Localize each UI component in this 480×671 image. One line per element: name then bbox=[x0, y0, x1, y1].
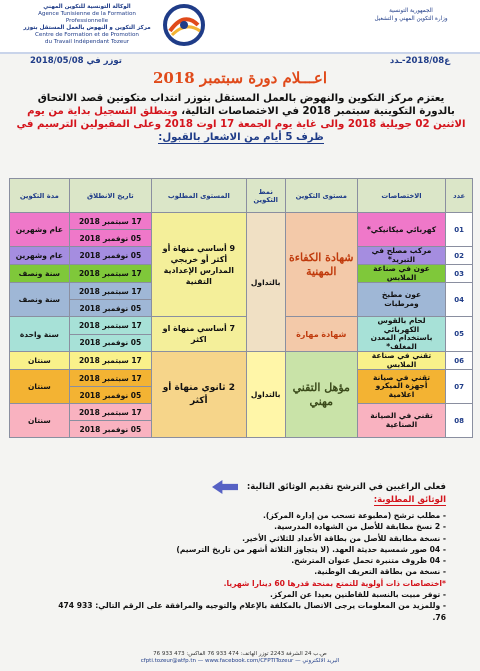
row-spec bbox=[357, 265, 445, 283]
row-spec bbox=[357, 213, 445, 247]
col-header-required: المستوى المطلوب bbox=[152, 179, 247, 213]
row-duration: سنتان bbox=[10, 404, 70, 438]
col-header-num: عدد bbox=[446, 179, 473, 213]
col-header-start: تاريخ الانطلاق bbox=[69, 179, 151, 213]
mode-alternance-a: بالتداول bbox=[246, 213, 285, 352]
row-date: 17 سبتمبر 2018 bbox=[69, 370, 151, 387]
intro-line-2a: بالدورة التكوينية سبتمبر 2018 في الاختصاصات التالية، bbox=[177, 106, 455, 117]
row-date: 17 سبتمبر 2018 bbox=[69, 404, 151, 421]
contact-links[interactable]: cfpti.tozeur@atfp.tn — www.facebook.com/CFPTITozeur — البريد الالكتروني bbox=[140, 658, 340, 664]
footer-address bbox=[0, 651, 480, 665]
list-item: - توفر مبيت بالنسبة للقاطنين بعيدا عن المركز. bbox=[46, 589, 446, 600]
specialties-table bbox=[9, 178, 473, 438]
list-item: - 04 ظروف متنبرة تحمل عنوان المترشح. bbox=[46, 555, 446, 566]
row-spec-text: تقني في صيانة أجهزة الميكرو اعلامية bbox=[372, 372, 431, 399]
intro-line-2b: وينطلق التسجيل بداية من يوم bbox=[27, 106, 178, 117]
row-date: 17 سبتمبر 2018 bbox=[69, 317, 151, 335]
intro-line-1: يعتزم مركز التكوين والنهوض بالعمل المستقل بتوزر انتداب متكونين قصد الالتحاق bbox=[37, 93, 445, 104]
row-spec bbox=[357, 283, 445, 317]
col-header-mode: نمط التكوين bbox=[246, 179, 285, 213]
level-skill: شهادة مهارة bbox=[285, 317, 357, 352]
docs-list bbox=[46, 510, 446, 623]
date-line: توزر في 2018/05/08 bbox=[30, 56, 122, 66]
row-duration: عام وشهرين bbox=[10, 213, 70, 247]
required-level-a: 9 أساسي منهاة أو أكثر أو خريجي المدارس الإعدادية التقنية bbox=[152, 213, 247, 317]
row-spec bbox=[357, 247, 445, 265]
list-item: - نسخة من بطاقة التعريف الوطنية. bbox=[46, 566, 446, 577]
intro-paragraph bbox=[16, 92, 466, 144]
col-header-level: مستوى التكوين bbox=[285, 179, 357, 213]
intro-line-2 bbox=[16, 105, 466, 118]
row-date: 17 سبتمبر 2018 bbox=[69, 283, 151, 300]
docs-title: الوثائق المطلوبة: bbox=[373, 495, 446, 505]
org-left-fr3: Centre de Formation et de Promotion bbox=[35, 32, 139, 38]
mode-alternance-b: بالتداول bbox=[246, 352, 285, 438]
row-num: 07 bbox=[446, 370, 473, 404]
row-spec bbox=[357, 404, 445, 438]
row-num: 01 bbox=[446, 213, 473, 247]
org-left bbox=[12, 4, 162, 46]
row-duration: عام وشهرين bbox=[10, 247, 70, 265]
list-item: *اختصاصات ذات أولوية للتمتع بمنحة قدرها 60 دينارا شهريا. bbox=[223, 578, 446, 588]
row-date: 05 نوفمبر 2018 bbox=[69, 247, 151, 265]
org-right-1: الجمهورية التونسية bbox=[389, 8, 433, 14]
row-spec-text: كهربائي ميكانيكي* bbox=[366, 224, 437, 234]
row-spec bbox=[357, 370, 445, 404]
col-header-spec: الاختصاصات bbox=[357, 179, 445, 213]
row-spec-text: لحام بالقوس الكهربائي باستخدام المعدن المغلف* bbox=[370, 316, 433, 351]
row-num: 03 bbox=[446, 265, 473, 283]
row-spec bbox=[357, 352, 445, 370]
row-num: 05 bbox=[446, 317, 473, 352]
required-level-b: 7 أساسي منهاة او اكثر bbox=[152, 317, 247, 352]
org-left-fr1: Agence Tunisienne de la Formation bbox=[38, 11, 136, 17]
row-date: 17 سبتمبر 2018 bbox=[69, 213, 151, 230]
row-date: 05 نوفمبر 2018 bbox=[69, 300, 151, 317]
list-item: - 04 صور شمسية حديثة العهد. (لا يتجاوز الثلاثة أشهر من تاريخ الترسيم) bbox=[46, 544, 446, 555]
letterhead bbox=[0, 0, 480, 54]
ref-number: ع2018/08-ـدد bbox=[389, 56, 450, 66]
list-item: - وللمزيد من المعلومات يرجى الاتصال بالمكلفة بالإعلام والتوجيه والمرافقة على الرقم التالي: 933 474 76. bbox=[46, 600, 446, 623]
org-right-2: وزارة التكوين المهني و التشغيل bbox=[374, 15, 448, 22]
row-spec-text: عون في صناعة الملابس bbox=[373, 264, 430, 282]
list-item: - مطلب ترشح (مطبوعة تسحب من إدارة المركز). bbox=[46, 510, 446, 521]
row-date: 05 نوفمبر 2018 bbox=[69, 334, 151, 352]
invite-text: فعلى الراغبين في الترشح تقديم الوثائق التالية: bbox=[246, 482, 446, 492]
list-item: - 2 نسخ مطابقة للأصل من الشهادة المدرسية. bbox=[46, 521, 446, 532]
org-right bbox=[356, 8, 466, 23]
table-row bbox=[10, 213, 473, 230]
address-text: ص.ب 24 الشرفة 2243 توزر الهاتف: 474 933 76 الفاكس: 473 933 76 bbox=[153, 651, 327, 657]
row-date: 17 سبتمبر 2018 bbox=[69, 265, 151, 283]
list-item: - نسخة مطابقة للأصل من بطاقة الأعداد للثلاثي الأخير. bbox=[46, 533, 446, 544]
row-duration: سنتان bbox=[10, 352, 70, 370]
intro-line-4-wrap bbox=[16, 131, 466, 144]
intro-line-4: ظرف 5 أيام من الاشعار بالقبول: bbox=[158, 132, 324, 143]
row-spec-text: مركب مصلح في التبريد* bbox=[371, 246, 432, 264]
row-spec-text: عون مطبخ ومرطبات bbox=[381, 290, 422, 308]
row-num: 02 bbox=[446, 247, 473, 265]
row-duration: سنة ونصف bbox=[10, 265, 70, 283]
row-spec bbox=[357, 317, 445, 352]
row-date: 17 سبتمبر 2018 bbox=[69, 352, 151, 370]
org-left-fr4: du Travail Indépendant Tozeur bbox=[44, 39, 130, 45]
table-row bbox=[10, 317, 473, 335]
level-btp: مؤهل التقني مهني bbox=[285, 352, 357, 438]
row-num: 06 bbox=[446, 352, 473, 370]
required-level-c: 2 ثانوي منهاة أو أكثر bbox=[152, 352, 247, 438]
row-duration: سنة ونصف bbox=[10, 283, 70, 317]
page-title: اعـــلام دورة سبتمبر 2018 bbox=[152, 69, 328, 87]
atfp-logo bbox=[162, 3, 206, 47]
row-duration: سنة واحدة bbox=[10, 317, 70, 352]
row-num: 08 bbox=[446, 404, 473, 438]
org-left-ar2: مركز التكوين و النهوض بالعمل المستقل بتوزر bbox=[23, 25, 151, 31]
reference-line bbox=[0, 56, 480, 70]
row-num: 04 bbox=[446, 283, 473, 317]
table-row bbox=[10, 352, 473, 370]
row-date: 05 نوفمبر 2018 bbox=[69, 421, 151, 438]
org-left-ar: الوكالة التونسية للتكوين المهني bbox=[43, 4, 131, 10]
intro-line-3: الاثنين 02 جويلية 2018 والى غاية يوم الجمعة 17 اوت 2018 وعلى المقبولين الترسيم في bbox=[16, 119, 466, 130]
org-left-fr2: Professionnelle bbox=[65, 18, 109, 24]
table-header-row bbox=[10, 179, 473, 213]
col-header-duration: مدة التكوين bbox=[10, 179, 70, 213]
row-date: 05 نوفمبر 2018 bbox=[69, 230, 151, 247]
level-cap: شهادة الكفاءة المهنية bbox=[285, 213, 357, 317]
row-spec-text: تقني في الصيانة الصناعية bbox=[370, 411, 433, 429]
requirements-section bbox=[0, 478, 480, 671]
row-date: 05 نوفمبر 2018 bbox=[69, 387, 151, 404]
row-spec-text: تقني في صناعة الملابس bbox=[371, 351, 432, 369]
arrow-left-icon bbox=[212, 480, 238, 494]
row-duration: سنتان bbox=[10, 370, 70, 404]
